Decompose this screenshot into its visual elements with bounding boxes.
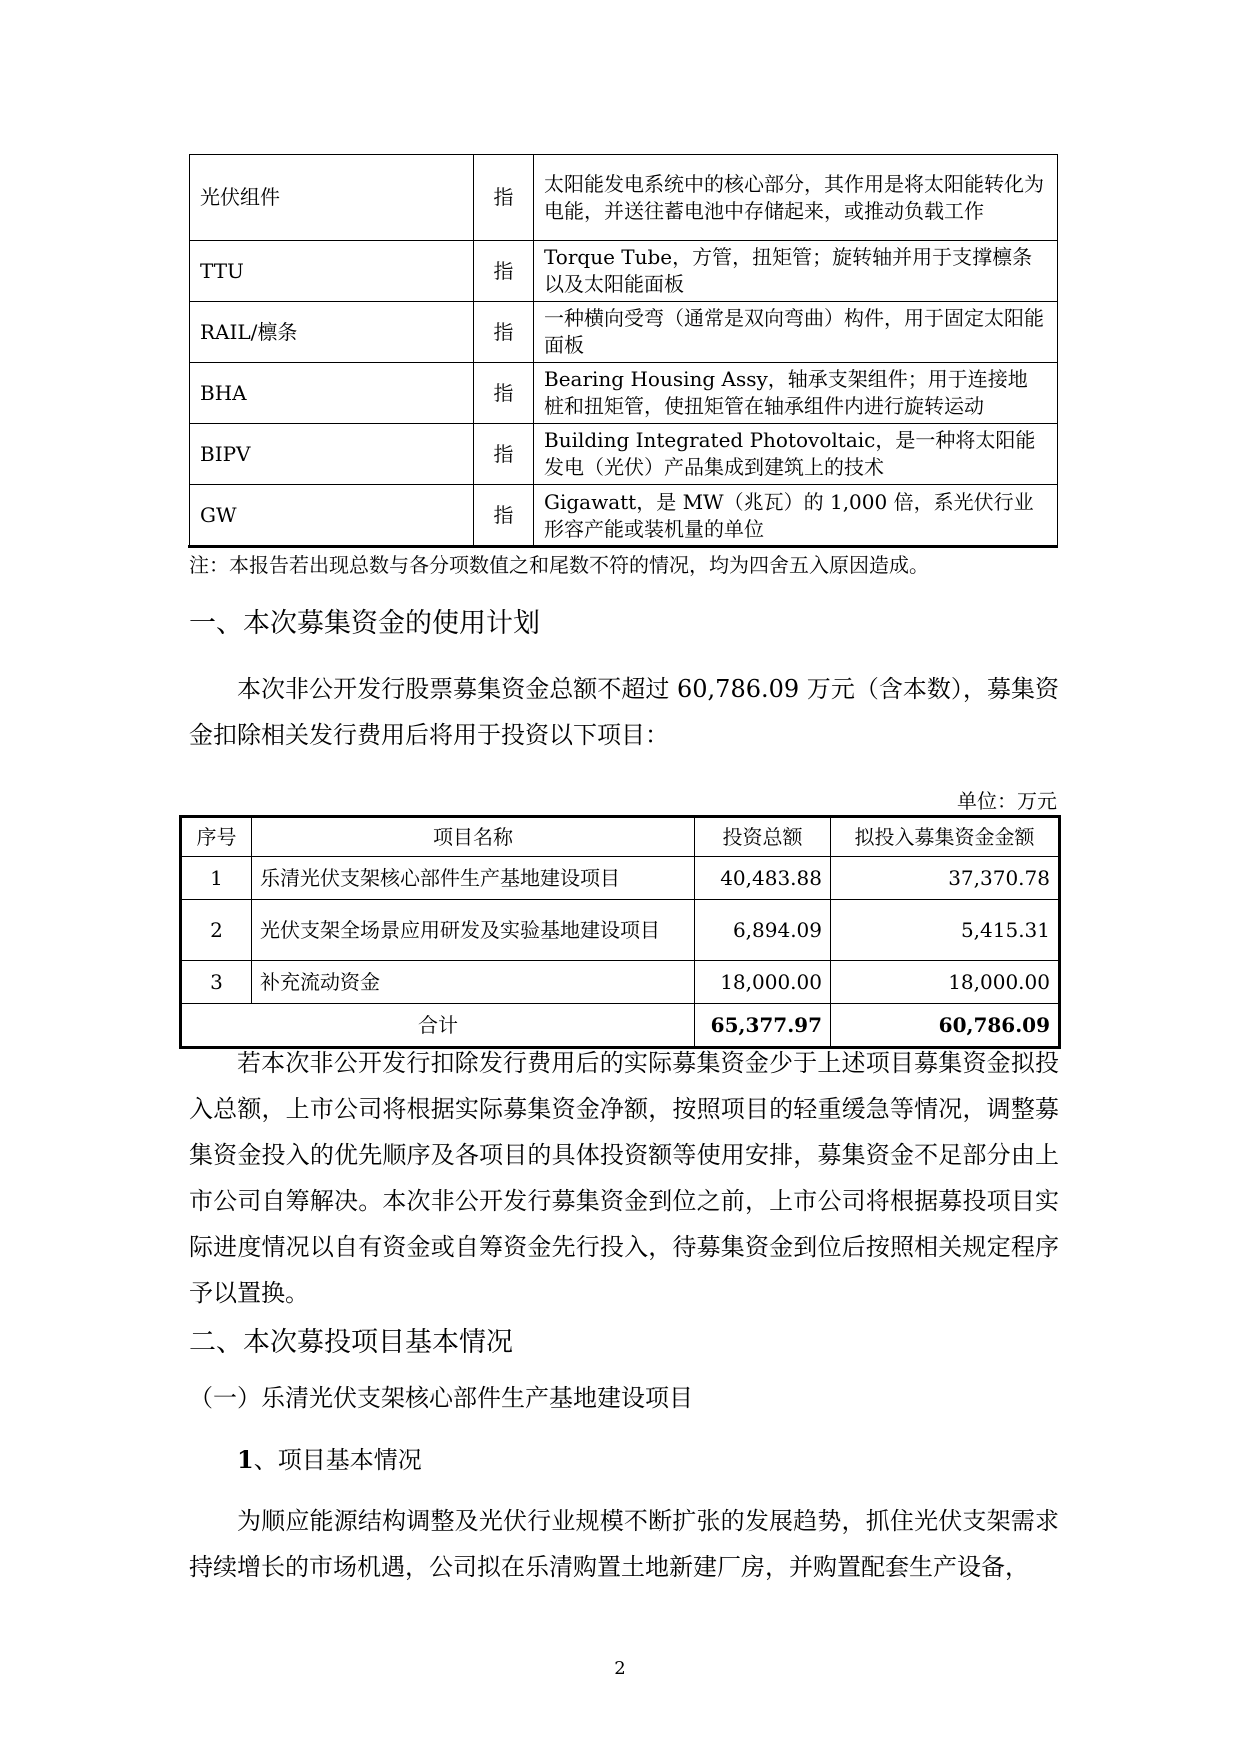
row-total: 40,483.88 bbox=[695, 857, 831, 900]
glossary-term: RAIL/檩条 bbox=[190, 302, 474, 363]
glossary-row bbox=[190, 424, 1058, 485]
row-total: 6,894.09 bbox=[695, 900, 831, 961]
fund-table-row bbox=[181, 900, 1060, 961]
glossary-table bbox=[189, 154, 1058, 547]
glossary-bottom-rule bbox=[188, 545, 1058, 548]
sub-subsection-heading bbox=[237, 1444, 837, 1476]
row-name: 光伏支架全场景应用研发及实验基地建设项目 bbox=[252, 900, 695, 961]
glossary-def: Bearing Housing Assy，轴承支架组件；用于连接地桩和扭矩管，使扭矩管在轴承组件内进行旋转运动 bbox=[534, 363, 1058, 424]
total-label: 合计 bbox=[181, 1004, 695, 1048]
glossary-rel: 指 bbox=[474, 155, 534, 241]
col-header-no: 序号 bbox=[181, 817, 252, 857]
section1-heading: 一、本次募集资金的使用计划 bbox=[189, 608, 540, 639]
sub-subsection-text: 、项目基本情况 bbox=[253, 1446, 422, 1474]
glossary-row bbox=[190, 302, 1058, 363]
glossary-term: BHA bbox=[190, 363, 474, 424]
glossary-def: Torque Tube，方管，扭矩管；旋转轴并用于支撑檩条以及太阳能面板 bbox=[534, 241, 1058, 302]
section1-intro: 本次非公开发行股票募集资金总额不超过 60,786.09 万元（含本数），募集资金扣除相关发行费用后将用于投资以下项目： bbox=[189, 675, 1059, 749]
glossary-rel: 指 bbox=[474, 241, 534, 302]
row-no: 1 bbox=[181, 857, 252, 900]
sub-subsection-number: 1 bbox=[237, 1445, 254, 1474]
rounding-note: 注：本报告若出现总数与各分项数值之和尾数不符的情况，均为四舍五入原因造成。 bbox=[189, 553, 929, 577]
glossary-row bbox=[190, 155, 1058, 241]
fund-table-header-row bbox=[181, 817, 1060, 857]
total-raise: 60,786.09 bbox=[831, 1004, 1060, 1048]
page-number: 2 bbox=[614, 1658, 626, 1679]
fund-table-row bbox=[181, 961, 1060, 1004]
glossary-term: GW bbox=[190, 485, 474, 547]
row-raise: 5,415.31 bbox=[831, 900, 1060, 961]
glossary-rel: 指 bbox=[474, 424, 534, 485]
glossary-term: 光伏组件 bbox=[190, 155, 474, 241]
row-raise: 18,000.00 bbox=[831, 961, 1060, 1004]
glossary-row bbox=[190, 241, 1058, 302]
row-name: 乐清光伏支架核心部件生产基地建设项目 bbox=[252, 857, 695, 900]
col-header-raise: 拟投入募集资金金额 bbox=[831, 817, 1060, 857]
row-name: 补充流动资金 bbox=[252, 961, 695, 1004]
row-no: 2 bbox=[181, 900, 252, 961]
total-sum: 65,377.97 bbox=[695, 1004, 831, 1048]
glossary-def: 一种横向受弯（通常是双向弯曲）构件，用于固定太阳能面板 bbox=[534, 302, 1058, 363]
row-no: 3 bbox=[181, 961, 252, 1004]
row-total: 18,000.00 bbox=[695, 961, 831, 1004]
subsection-heading: （一）乐清光伏支架核心部件生产基地建设项目 bbox=[189, 1384, 693, 1412]
glossary-row bbox=[190, 485, 1058, 547]
fund-table bbox=[179, 815, 1061, 1049]
col-header-name: 项目名称 bbox=[252, 817, 695, 857]
section2-heading: 二、本次募投项目基本情况 bbox=[189, 1327, 513, 1358]
glossary-term: TTU bbox=[190, 241, 474, 302]
glossary-row bbox=[190, 363, 1058, 424]
glossary-def: Building Integrated Photovoltaic，是一种将太阳能发电（光伏）产品集成到建筑上的技术 bbox=[534, 424, 1058, 485]
row-raise: 37,370.78 bbox=[831, 857, 1060, 900]
glossary-term: BIPV bbox=[190, 424, 474, 485]
glossary-rel: 指 bbox=[474, 485, 534, 547]
glossary-def: Gigawatt，是 MW（兆瓦）的 1,000 倍，系光伏行业形容产能或装机量的单位 bbox=[534, 485, 1058, 547]
table-unit-label: 单位：万元 bbox=[957, 789, 1057, 813]
section2-para: 为顺应能源结构调整及光伏行业规模不断扩张的发展趋势，抓住光伏支架需求持续增长的市场机遇，公司拟在乐清购置土地新建厂房，并购置配套生产设备， bbox=[189, 1507, 1059, 1581]
col-header-total: 投资总额 bbox=[695, 817, 831, 857]
glossary-rel: 指 bbox=[474, 363, 534, 424]
glossary-def: 太阳能发电系统中的核心部分，其作用是将太阳能转化为电能，并送往蓄电池中存储起来，或推动负载工作 bbox=[534, 155, 1058, 241]
fund-table-row bbox=[181, 857, 1060, 900]
glossary-rel: 指 bbox=[474, 302, 534, 363]
para-after-table: 若本次非公开发行扣除发行费用后的实际募集资金少于上述项目募集资金拟投入总额，上市公司将根据实际募集资金净额，按照项目的轻重缓急等情况，调整募集资金投入的优先顺序及各项目的具体投资额等使用安排，募集资金不足部分由上市公司自筹解决。本次非公开发行募集资金到位之前，上市公司将根据募投项目实际进度情况以自有资金或自筹资金先行投入，待募集资金到位后按照相关规定程序予以置换。 bbox=[189, 1049, 1059, 1307]
